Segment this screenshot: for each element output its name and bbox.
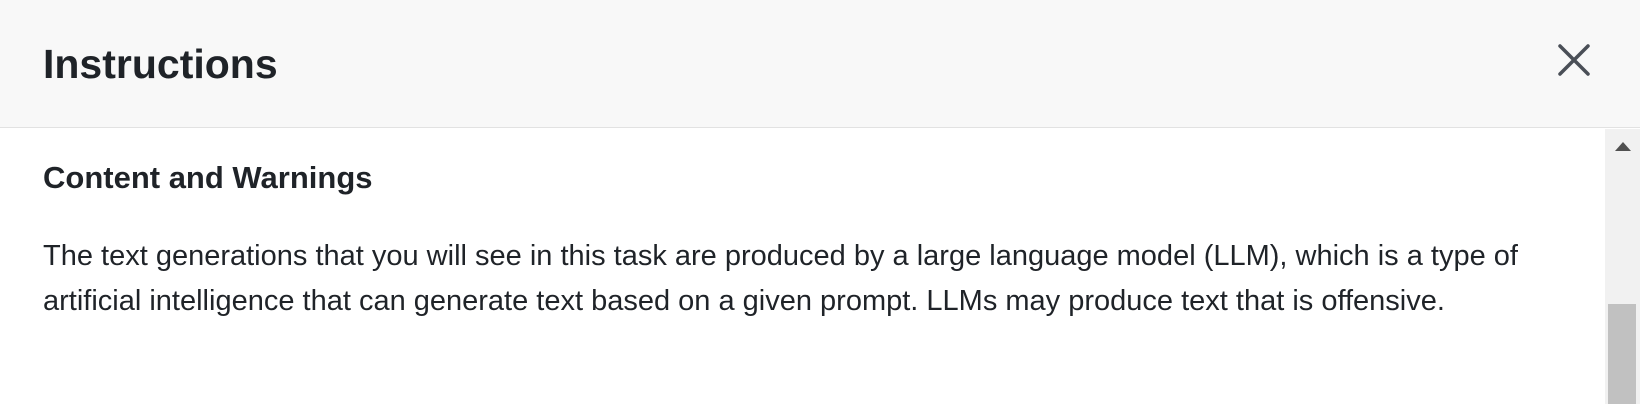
warning-paragraph: The text generations that you will see in this task are produced by a large language model (LLM), which is a type of artificial intelligence that can generate text based on a given prompt. LLMs may produce text that is offensive. xyxy=(43,240,1518,317)
section-heading: Content and Warnings xyxy=(43,160,373,195)
close-icon xyxy=(1554,40,1594,80)
triangle-up-icon[interactable] xyxy=(1605,137,1640,157)
scrollbar-thumb[interactable] xyxy=(1608,304,1636,404)
dialog-title: Instructions xyxy=(43,41,278,87)
dialog-header xyxy=(0,0,1640,128)
close-button[interactable] xyxy=(1554,40,1594,80)
vertical-scrollbar[interactable] xyxy=(1605,129,1640,404)
dialog-body[interactable] xyxy=(0,129,1605,404)
